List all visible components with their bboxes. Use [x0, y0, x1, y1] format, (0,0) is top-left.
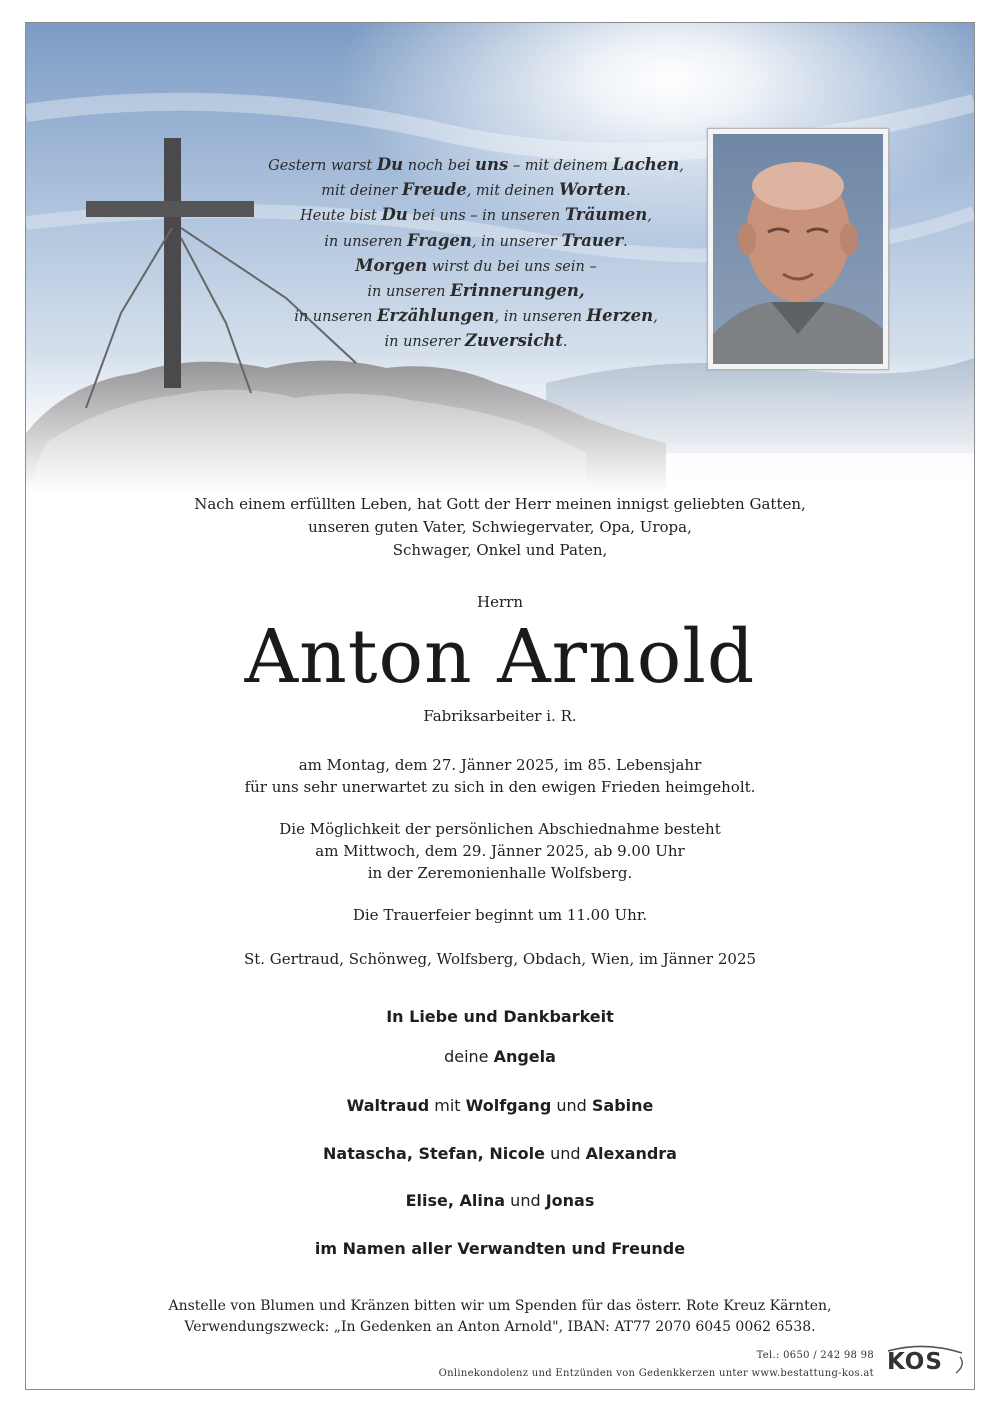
emphasis: Erinnerungen, — [450, 281, 585, 301]
emphasis: Worten — [559, 180, 627, 200]
poem — [256, 153, 696, 355]
emphasis: Morgen — [355, 255, 428, 275]
emphasis: Erzählungen — [376, 306, 495, 326]
farewell-line: Die Möglichkeit der persönlichen Abschiednahme besteht — [279, 820, 721, 838]
donation-line: Anstelle von Blumen und Kränzen bitten wir um Spenden für das österr. Rote Kreuz Kärnten, — [168, 1298, 832, 1314]
emphasis: Alexandra — [585, 1144, 677, 1163]
donation-line: Verwendungszweck: „In Gedenken an Anton Arnold", IBAN: AT77 2070 6045 0062 6538. — [184, 1319, 816, 1335]
death-notice — [26, 754, 974, 798]
emphasis: Lachen — [612, 155, 680, 174]
poem-line: Gestern warst Du noch bei uns – mit deinem Lachen, — [268, 155, 684, 174]
poem-line: mit deiner Freude, mit deinen Worten. — [321, 180, 631, 200]
emphasis: Wolfgang — [465, 1096, 552, 1115]
funeral-time: Die Trauerfeier beginnt um 11.00 Uhr. — [352, 906, 648, 924]
poem-line: in unseren Fragen, in unserer Trauer. — [324, 230, 628, 250]
intro-line: Nach einem erfüllten Leben, hat Gott der Herr meinen innigst geliebten Gatten, — [194, 495, 806, 513]
emphasis: Zuversicht — [464, 331, 563, 351]
intro-text — [26, 493, 974, 562]
intro-line: Schwager, Onkel und Paten, — [392, 541, 608, 559]
occupation: Fabriksarbeiter i. R. — [423, 707, 577, 725]
emphasis: Freude — [402, 180, 467, 200]
donation-notice — [26, 1296, 974, 1338]
emphasis: Waltraud — [346, 1096, 430, 1115]
poem-line: Heute bist Du bei uns – in unseren Träumen, — [300, 205, 652, 225]
emphasis: uns — [475, 155, 509, 174]
death-line: am Montag, dem 27. Jänner 2025, im 85. Lebensjahr — [298, 756, 702, 774]
deceased-name: Anton Arnold — [244, 614, 756, 700]
portrait-photo-icon — [713, 134, 883, 364]
emphasis: Natascha, Stefan, Nicole — [323, 1144, 545, 1163]
family-closing: im Namen aller Verwandten und Freunde — [314, 1239, 686, 1258]
emphasis: Trauer — [561, 230, 624, 250]
kos-logo-text: KOS — [887, 1349, 943, 1375]
emphasis: Du — [381, 205, 408, 225]
death-line: für uns sehr unerwartet zu sich in den ewigen Frieden heimgeholt. — [244, 778, 756, 796]
emphasis: Elise, Alina — [405, 1191, 506, 1210]
emphasis: Träumen — [564, 205, 648, 225]
emphasis: Sabine — [591, 1096, 654, 1115]
footer-online-link[interactable]: Onlinekondolenz und Entzünden von Gedenkkerzen unter www.bestattung-kos.at — [438, 1368, 874, 1379]
poem-line: in unseren Erinnerungen, — [367, 281, 585, 301]
family-heading: In Liebe und Dankbarkeit — [386, 1007, 614, 1026]
intro-line: unseren guten Vater, Schwiegervater, Opa, Uropa, — [308, 518, 692, 536]
places-date: St. Gertraud, Schönweg, Wolfsberg, Obdach, Wien, im Jänner 2025 — [243, 950, 757, 968]
poem-line: in unseren Erzählungen, in unseren Herzen, — [294, 306, 658, 326]
emphasis: Jonas — [545, 1191, 595, 1210]
poem-line: in unserer Zuversicht. — [384, 331, 568, 351]
emphasis: Herzen — [586, 306, 654, 326]
family-row: Elise, Alina und Jonas — [405, 1191, 595, 1210]
emphasis: Du — [376, 155, 404, 174]
farewell-line: in der Zeremonienhalle Wolfsberg. — [367, 864, 633, 882]
emphasis: Angela — [493, 1047, 556, 1066]
emphasis: Fragen — [407, 230, 472, 250]
family-row: Natascha, Stefan, Nicole und Alexandra — [323, 1144, 677, 1163]
footer-phone: Tel.: 0650 / 242 98 98 — [756, 1350, 874, 1361]
poem-line: Morgen wirst du bei uns sein – — [355, 255, 597, 275]
farewell-notice — [26, 818, 974, 884]
family-row: deine Angela — [444, 1047, 556, 1066]
obituary-card — [25, 22, 975, 1390]
farewell-line: am Mittwoch, dem 29. Jänner 2025, ab 9.00 Uhr — [315, 842, 685, 860]
family-row: Waltraud mit Wolfgang und Sabine — [346, 1096, 654, 1115]
salutation: Herrn — [477, 593, 523, 611]
portrait-photo — [707, 128, 889, 370]
kos-logo — [884, 1343, 966, 1379]
